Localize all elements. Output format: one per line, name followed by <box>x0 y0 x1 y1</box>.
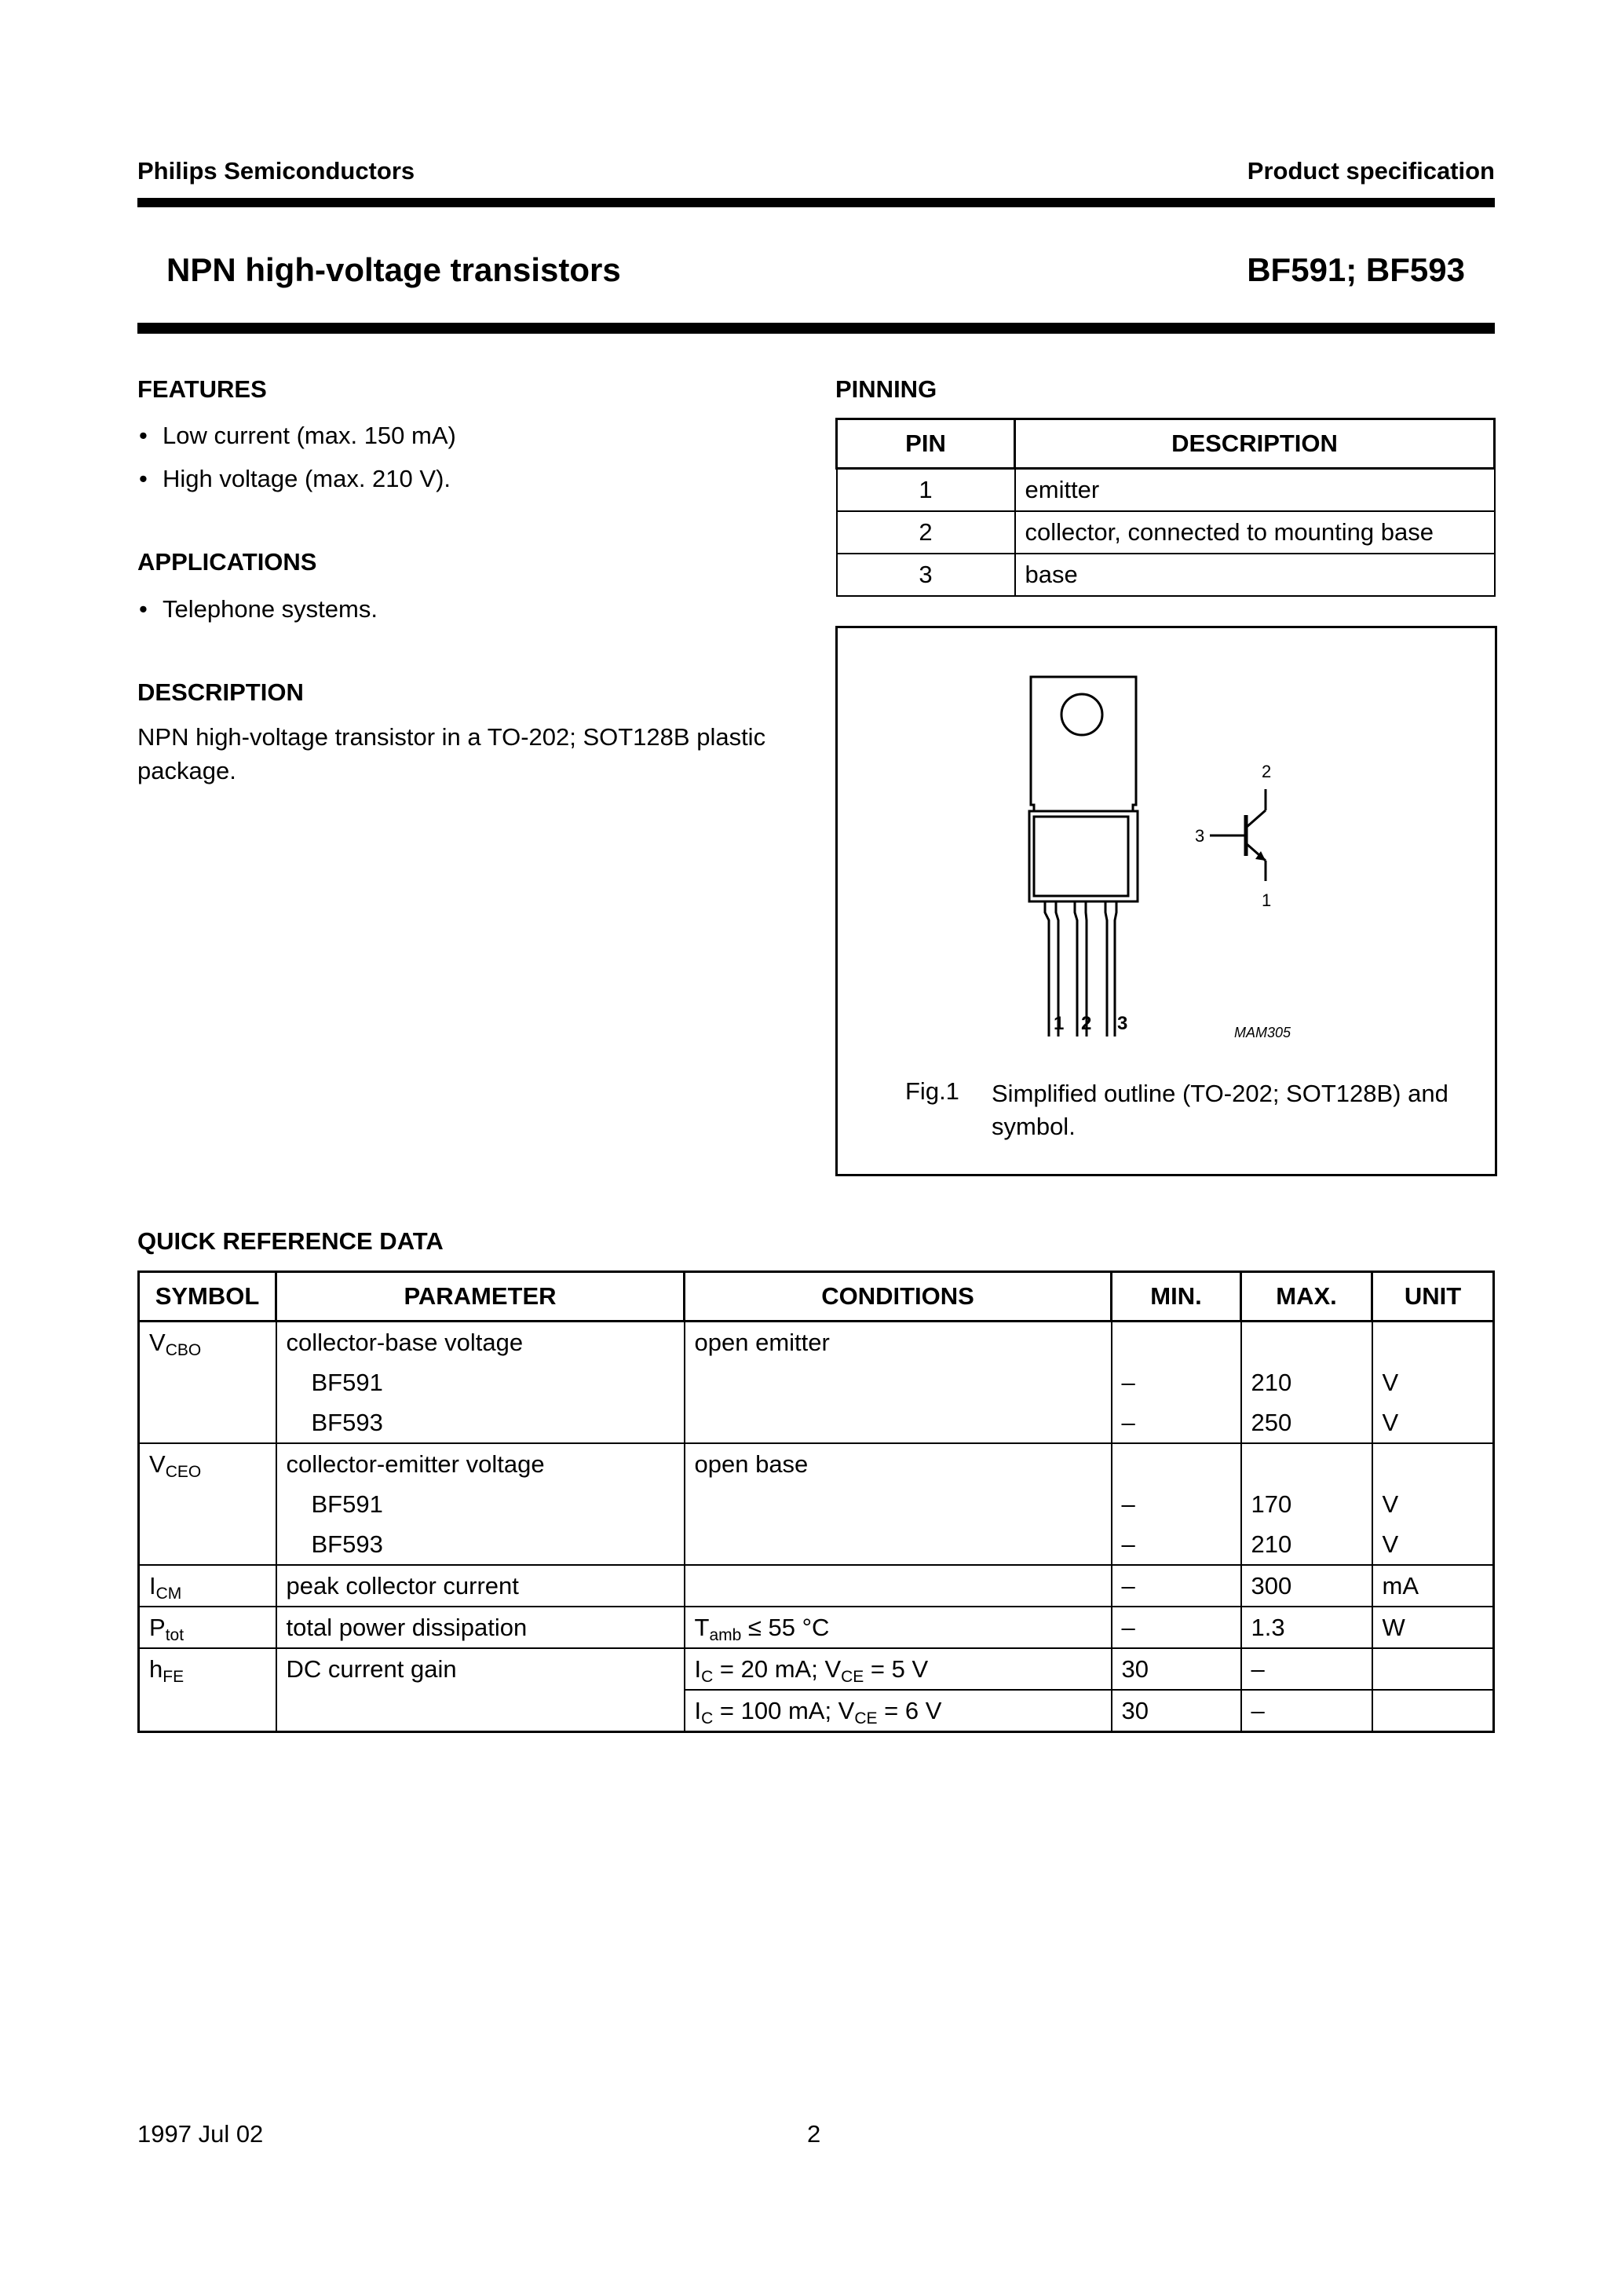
applications-heading: APPLICATIONS <box>137 548 317 576</box>
col-parameter: PARAMETER <box>276 1272 685 1322</box>
company-name: Philips Semiconductors <box>137 157 415 185</box>
col-min: MIN. <box>1112 1272 1241 1322</box>
qrd-heading: QUICK REFERENCE DATA <box>137 1227 444 1255</box>
pinning-table <box>835 418 1496 597</box>
part-numbers: BF591; BF593 <box>1247 251 1465 288</box>
collector-lead <box>1246 810 1266 828</box>
col-conditions: CONDITIONS <box>685 1272 1112 1322</box>
col-max: MAX. <box>1241 1272 1372 1322</box>
table-row: 1 emitter <box>837 469 1495 512</box>
package-body <box>1029 811 1138 901</box>
table-row: BF591 – 170 V <box>139 1484 1494 1524</box>
lead-label-1: 1 <box>1054 1013 1065 1034</box>
col-pin: PIN <box>837 419 1015 469</box>
pinning-heading: PINNING <box>835 375 937 403</box>
figure-box <box>835 626 1497 1176</box>
description-text: NPN high-voltage transistor in a TO-202; SOT128B plastic package. <box>137 723 766 784</box>
package-drawing <box>838 628 1495 1036</box>
symbol-label-emitter: 1 <box>1262 890 1272 910</box>
table-row: 3 base <box>837 554 1495 596</box>
table-row: 2 collector, connected to mounting base <box>837 511 1495 554</box>
footer-date: 1997 Jul 02 <box>137 2120 264 2148</box>
features-list <box>137 414 456 500</box>
symbol-label-base: 3 <box>1195 826 1205 846</box>
col-unit: UNIT <box>1372 1272 1494 1322</box>
table-row: $P_{tot}$ total power dissipation $T_{amb} \le 55$ °C – 1.3 W <box>139 1607 1494 1648</box>
table-row: $I_{CM}$ peak collector current – 300 mA <box>139 1565 1494 1607</box>
header-rule <box>137 198 1495 207</box>
table-row: BF593 – 210 V <box>139 1524 1494 1565</box>
mounting-hole <box>1061 694 1102 735</box>
figure-code: MAM305 <box>1234 1025 1291 1040</box>
package-tab <box>1031 677 1136 811</box>
qrd-table <box>137 1270 1495 1733</box>
features-heading: FEATURES <box>137 375 267 403</box>
title-rule <box>137 323 1495 334</box>
lead-label-3: 3 <box>1117 1013 1128 1034</box>
list-item: • Telephone systems. <box>137 587 378 631</box>
list-item: • High voltage (max. 210 V). <box>137 457 456 500</box>
symbol-label-collector: 2 <box>1262 762 1272 781</box>
table-row: $h_{FE}$ DC current gain $I_C = 20$ mA; $V_{CE} = 5$ V 30 – <box>139 1648 1494 1690</box>
lead-label-2: 2 <box>1081 1013 1092 1034</box>
package-body-inner <box>1034 817 1128 896</box>
applications-list <box>137 587 378 631</box>
figure-caption: Simplified outline (TO-202; SOT128B) and symbol. <box>992 1080 1448 1140</box>
table-row: BF591 – 210 V <box>139 1362 1494 1402</box>
table-row: $V_{CEO}$ collector-emitter voltage open base <box>139 1443 1494 1484</box>
figure-label: Fig.1 <box>905 1077 959 1105</box>
description-heading: DESCRIPTION <box>137 678 304 706</box>
page-title: NPN high-voltage transistors <box>166 251 621 288</box>
doc-type: Product specification <box>1247 157 1495 185</box>
page-number: 2 <box>807 2120 821 2148</box>
table-row: $I_C = 100$ mA; $V_{CE} = 6$ V 30 – <box>139 1690 1494 1732</box>
table-row: $V_{CBO}$ collector-base voltage open emitter <box>139 1322 1494 1363</box>
col-description: DESCRIPTION <box>1015 419 1495 469</box>
table-row: BF593 – 250 V <box>139 1402 1494 1443</box>
col-symbol: SYMBOL <box>139 1272 276 1322</box>
list-item: • Low current (max. 150 mA) <box>137 414 456 457</box>
